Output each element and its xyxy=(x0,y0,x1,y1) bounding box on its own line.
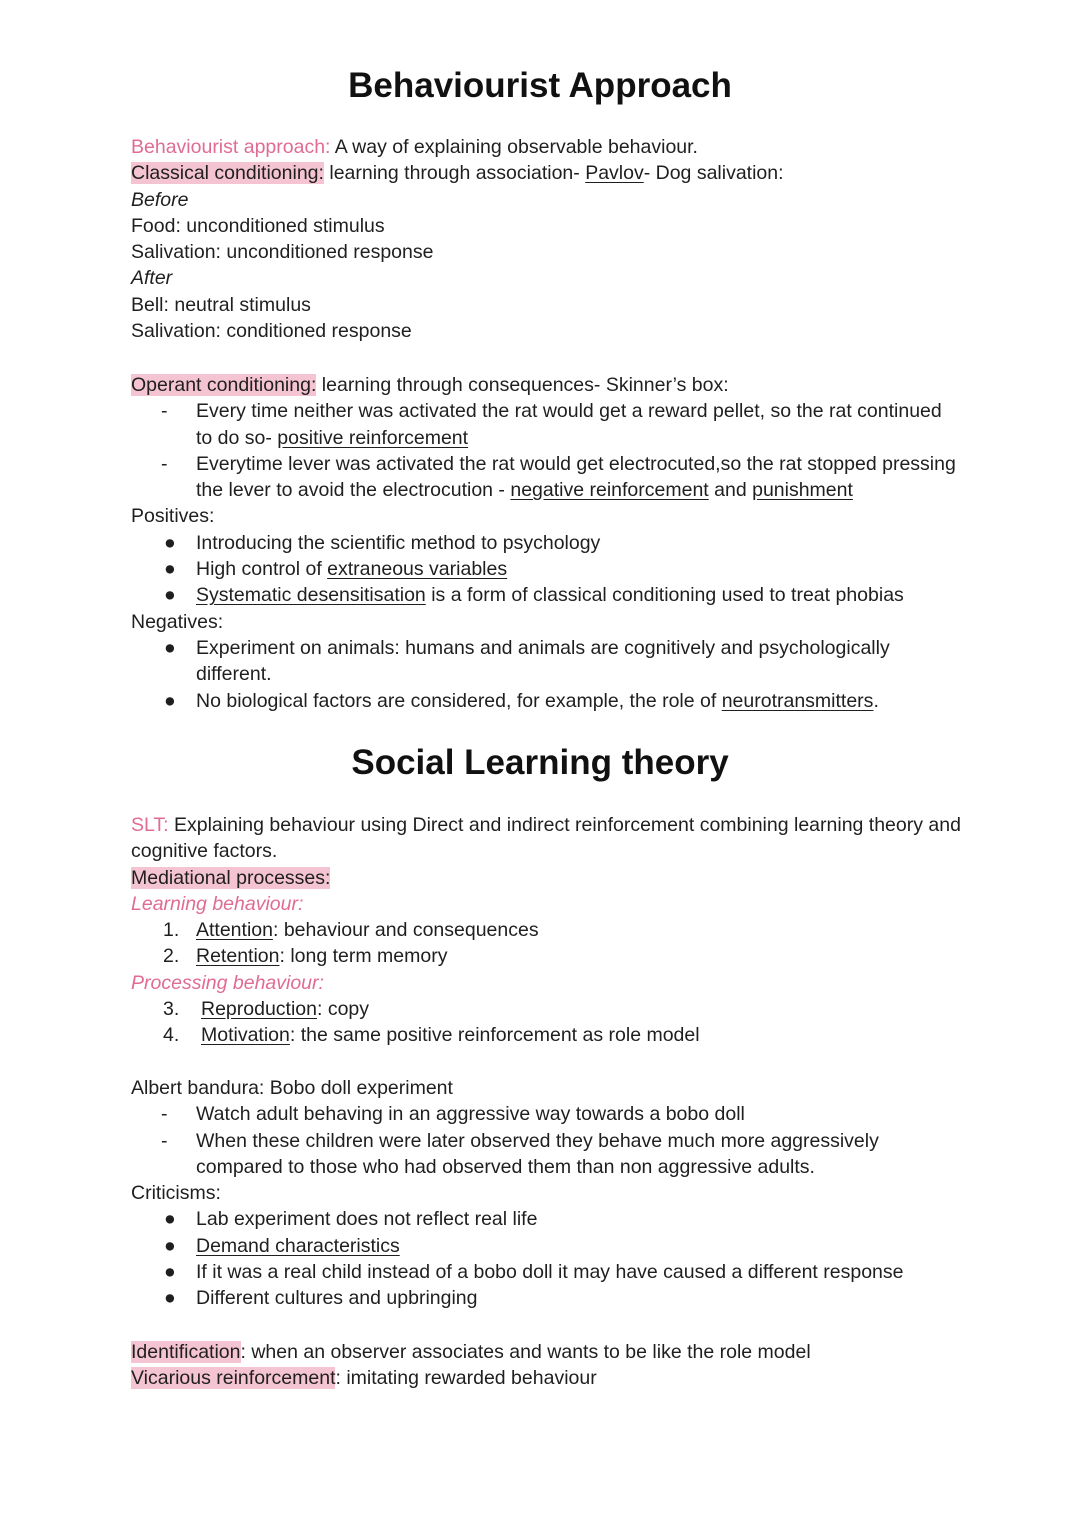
list-item xyxy=(131,943,961,969)
list-item xyxy=(131,556,961,582)
dash-marker: - xyxy=(161,1129,168,1152)
motivation-def: : the same positive reinforcement as role model xyxy=(289,1024,700,1047)
systematic-desensitisation-link: Systematic desensitisation xyxy=(196,584,426,607)
operant-item1-text: Every time neither was activated the rat would get a reward pellet, so the rat continued to do so- xyxy=(196,400,942,449)
term-behaviourist: Behaviourist approach: xyxy=(131,136,331,158)
processing-list xyxy=(131,996,961,1049)
demand-characteristics-link: Demand characteristics xyxy=(196,1234,400,1257)
reproduction-link: Reproduction xyxy=(201,998,317,1021)
positive-item1: Introducing the scientific method to psychology xyxy=(196,531,601,554)
positive-item3-post: is a form of classical conditioning used to treat phobias xyxy=(425,584,904,607)
list-item xyxy=(131,688,961,714)
list-item xyxy=(131,1128,961,1181)
identification-def: : when an observer associates and wants to be like the role model xyxy=(240,1341,811,1363)
positive-reinforcement-link: positive reinforcement xyxy=(277,426,469,449)
list-item xyxy=(131,1206,961,1232)
bullet-icon: ● xyxy=(164,584,176,607)
neurotransmitters-link: neurotransmitters xyxy=(721,689,874,712)
salivation-ur-line: Salivation: unconditioned response xyxy=(131,241,434,264)
list-item xyxy=(131,1022,961,1048)
food-line: Food: unconditioned stimulus xyxy=(131,214,385,237)
term-slt: SLT: xyxy=(131,814,169,836)
number-marker: 1. xyxy=(163,919,180,942)
bullet-icon: ● xyxy=(164,531,176,554)
list-item xyxy=(131,1101,961,1127)
operant-item2-text: Everytime lever was activated the rat would get electrocuted,so the rat stopped pressing the lever to avoid the electrocution - xyxy=(196,452,956,502)
motivation-link: Motivation xyxy=(201,1024,290,1047)
dash-marker: - xyxy=(161,1103,168,1126)
pavlov-link: Pavlov xyxy=(585,162,644,185)
negative-reinforcement-link: negative reinforcement xyxy=(510,479,709,502)
positive-item2-pre: High control of xyxy=(196,558,328,581)
salivation-cr-line: Salivation: conditioned response xyxy=(131,320,412,343)
attention-link: Attention xyxy=(196,919,273,942)
list-item xyxy=(131,582,961,608)
section-title-behaviourist: Behaviourist Approach xyxy=(348,66,732,105)
behaviourist-definition xyxy=(131,134,961,160)
list-item xyxy=(131,635,961,688)
slt-definition xyxy=(131,812,961,865)
positives-list xyxy=(131,530,961,609)
bandura-item2: When these children were later observed they behave much more aggressively compared to those who had observed them than non aggressive adults. xyxy=(196,1129,879,1178)
list-item xyxy=(131,917,961,943)
operant-block xyxy=(131,372,961,714)
bullet-icon: ● xyxy=(164,1208,176,1231)
attention-def: : behaviour and consequences xyxy=(272,919,539,942)
list-item xyxy=(131,1259,961,1285)
operant-def: learning through consequences- Skinner’s box: xyxy=(316,374,729,396)
mediational-heading xyxy=(131,865,961,891)
negative-item2-pre: No biological factors are considered, for example, the role of xyxy=(196,689,722,712)
bullet-icon: ● xyxy=(164,636,176,659)
retention-link: Retention xyxy=(196,945,280,968)
criticism-item3: If it was a real child instead of a bobo doll it may have caused a different response xyxy=(196,1261,904,1284)
bullet-icon: ● xyxy=(164,558,176,581)
definitions-block xyxy=(131,1339,961,1392)
classical-def-pre: learning through association- xyxy=(323,162,586,185)
bandura-block xyxy=(131,1075,961,1312)
extraneous-variables-link: extraneous variables xyxy=(327,558,508,581)
bullet-icon: ● xyxy=(164,1234,176,1257)
reproduction-def: : copy xyxy=(317,998,370,1021)
bell-line: Bell: neutral stimulus xyxy=(131,293,311,316)
number-marker: 3. xyxy=(163,998,180,1021)
negative-item1: Experiment on animals: humans and animals are cognitively and psychologically different. xyxy=(196,636,890,686)
classical-definition xyxy=(131,160,961,186)
bullet-icon: ● xyxy=(164,1287,176,1310)
punishment-link: punishment xyxy=(752,479,853,502)
bandura-item1: Watch adult behaving in an aggressive way towards a bobo doll xyxy=(196,1103,745,1126)
vicarious-definition xyxy=(131,1365,961,1391)
negative-item2-post: . xyxy=(873,689,879,712)
after-label: After xyxy=(131,267,173,290)
processing-behaviour-heading: Processing behaviour: xyxy=(131,971,324,994)
criticisms-list xyxy=(131,1206,961,1311)
positives-heading: Positives: xyxy=(131,505,215,528)
operant-list xyxy=(131,398,961,503)
number-marker: 4. xyxy=(163,1024,180,1047)
term-vicarious: Vicarious reinforcement xyxy=(131,1367,336,1390)
term-classical: Classical conditioning: xyxy=(131,162,324,185)
list-item xyxy=(131,1285,961,1311)
list-item xyxy=(131,398,961,451)
learning-behaviour-heading: Learning behaviour: xyxy=(131,892,304,915)
classical-def-post: - Dog salivation: xyxy=(643,162,784,185)
behaviourist-block xyxy=(131,134,961,344)
list-item xyxy=(131,1233,961,1259)
operant-definition xyxy=(131,372,961,398)
behaviourist-def: A way of explaining observable behaviour. xyxy=(330,136,698,158)
list-item xyxy=(131,451,981,504)
bullet-icon: ● xyxy=(164,1261,176,1284)
list-item xyxy=(131,530,961,556)
criticism-item4: Different cultures and upbringing xyxy=(196,1287,478,1310)
term-identification: Identification xyxy=(131,1341,241,1363)
retention-def: : long term memory xyxy=(279,945,448,968)
slt-block xyxy=(131,812,961,1049)
before-label: Before xyxy=(131,188,189,211)
slt-def: Explaining behaviour using Direct and indirect reinforcement combining learning theory and cognitive factors. xyxy=(131,814,961,863)
term-operant: Operant conditioning: xyxy=(131,374,317,396)
bandura-heading: Albert bandura: Bobo doll experiment xyxy=(131,1077,453,1099)
dash-marker: - xyxy=(161,452,168,475)
number-marker: 2. xyxy=(163,945,180,968)
and-text: and xyxy=(708,479,753,502)
term-mediational: Mediational processes: xyxy=(131,866,331,889)
bandura-list xyxy=(131,1101,961,1180)
identification-definition xyxy=(131,1339,961,1365)
negatives-list xyxy=(131,635,961,714)
criticisms-heading: Criticisms: xyxy=(131,1182,221,1205)
criticism-item1: Lab experiment does not reflect real life xyxy=(196,1208,538,1231)
dash-marker: - xyxy=(161,400,168,423)
section-title-slt: Social Learning theory xyxy=(351,743,729,782)
negatives-heading: Negatives: xyxy=(131,610,224,633)
list-item xyxy=(131,996,961,1022)
learning-list xyxy=(131,917,961,970)
bullet-icon: ● xyxy=(164,689,176,712)
vicarious-def: : imitating rewarded behaviour xyxy=(335,1367,597,1390)
